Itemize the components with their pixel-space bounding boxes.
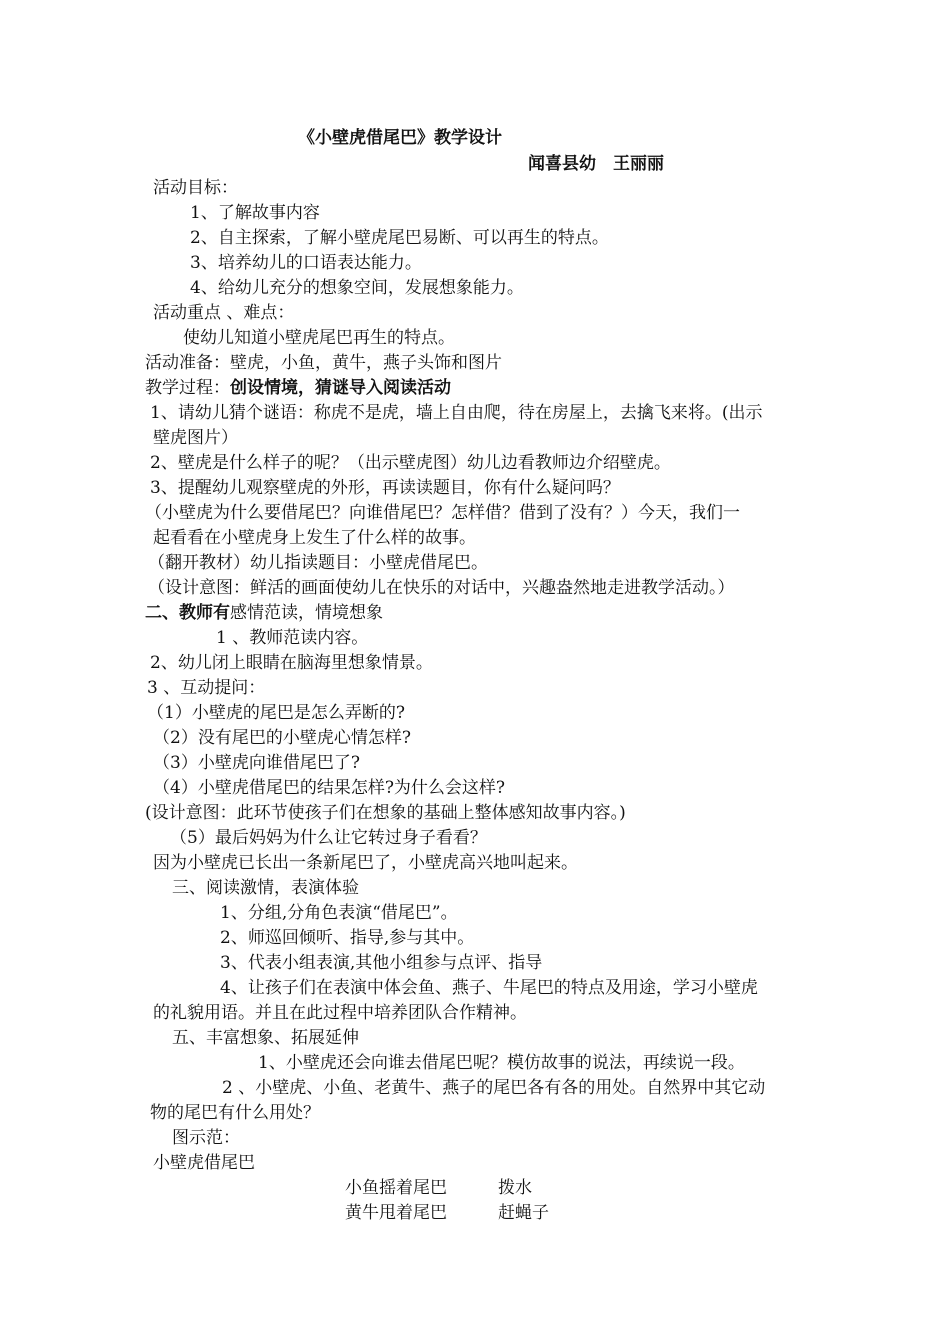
- paragraph-line: （小壁虎为什么要借尾巴？向谁借尾巴？怎样借？借到了没有？）今天，我们一: [145, 503, 740, 523]
- list-item: （4）小壁虎借尾巴的结果怎样?为什么会这样?: [153, 778, 506, 798]
- diagram-row-left: 小鱼摇着尾巴: [345, 1178, 447, 1198]
- author-line: 闻喜县幼 王丽丽: [528, 154, 664, 174]
- design-intent: （设计意图：鲜活的画面使幼儿在快乐的对话中，兴趣盎然地走进教学活动。）: [148, 578, 735, 598]
- list-item: （1）小壁虎的尾巴是怎么弄断的?: [147, 703, 405, 723]
- section-heading: [145, 601, 383, 625]
- list-item: 的礼貌用语。并且在此过程中培养团队合作精神。: [153, 1003, 527, 1023]
- list-item: 物的尾巴有什么用处？: [150, 1103, 320, 1123]
- process-title: 创设情境，猜谜导入阅读活动: [230, 378, 451, 398]
- diagram-row-right: 赶蝇子: [498, 1203, 549, 1223]
- list-item: （3）小壁虎向谁借尾巴了?: [153, 753, 360, 773]
- list-item: 1 、教师范读内容。: [216, 628, 369, 648]
- key-text: 使幼儿知道小壁虎尾巴再生的特点。: [183, 328, 455, 348]
- prep-line: 活动准备：壁虎，小鱼，黄牛，燕子头饰和图片: [145, 353, 502, 373]
- list-item: 3、代表小组表演,其他小组参与点评、指导: [220, 953, 543, 973]
- section-heading: 五、丰富想象、拓展延伸: [172, 1028, 359, 1048]
- key-heading: 活动重点 、难点：: [153, 303, 295, 323]
- paragraph-line: 起看看在小壁虎身上发生了什么样的故事。: [153, 528, 476, 548]
- list-item: 4、让孩子们在表演中体会鱼、燕子、牛尾巴的特点及用途，学习小壁虎: [220, 978, 758, 998]
- list-item: 2、幼儿闭上眼睛在脑海里想象情景。: [150, 653, 433, 673]
- design-intent: (设计意图：此环节使孩子们在想象的基础上整体感知故事内容。): [145, 803, 626, 823]
- list-item: （5）最后妈妈为什么让它转过身子看看？: [170, 828, 487, 848]
- paragraph-line: 1、请幼儿猜个谜语：称虎不是虎，墙上自由爬，待在房屋上，去擒飞来将。(出示: [150, 403, 763, 423]
- goal-item: 1、了解故事内容: [190, 203, 320, 223]
- paragraph-line: 2、壁虎是什么样子的呢？（出示壁虎图）幼儿边看教师边介绍壁虎。: [150, 453, 671, 473]
- list-item: 1、小壁虎还会向谁去借尾巴呢？模仿故事的说法，再续说一段。: [258, 1053, 745, 1073]
- list-item: （2）没有尾巴的小壁虎心情怎样?: [153, 728, 411, 748]
- process-prefix: 教学过程：: [145, 378, 230, 398]
- list-item: 1、分组,分角色表演“借尾巴”。: [220, 903, 458, 923]
- paragraph-line: 3、提醒幼儿观察壁虎的外形，再读读题目，你有什么疑问吗？: [150, 478, 620, 498]
- goal-item: 2、自主探索，了解小壁虎尾巴易断、可以再生的特点。: [190, 228, 609, 248]
- diagram-heading: 图示范：: [172, 1128, 240, 1148]
- list-item: 2 、小壁虎、小鱼、老黄牛、燕子的尾巴各有各的用处。自然界中其它动: [222, 1078, 766, 1098]
- paragraph-line: 壁虎图片）: [153, 428, 238, 448]
- paragraph-line: （翻开教材）幼儿指读题目：小壁虎借尾巴。: [148, 553, 488, 573]
- diagram-row-left: 黄牛甩着尾巴: [345, 1203, 447, 1223]
- section-heading: 三、阅读激情，表演体验: [172, 878, 359, 898]
- section-heading-bold: 二、教师有: [145, 603, 230, 623]
- process-line: [145, 376, 451, 400]
- document-title: 《小壁虎借尾巴》教学设计: [298, 128, 502, 148]
- diagram-title: 小壁虎借尾巴: [153, 1153, 255, 1173]
- list-item: 2、师巡回倾听、指导,参与其中。: [220, 928, 475, 948]
- list-item: 因为小壁虎已长出一条新尾巴了，小壁虎高兴地叫起来。: [153, 853, 578, 873]
- goal-item: 4、给幼儿充分的想象空间，发展想象能力。: [190, 278, 524, 298]
- diagram-row-right: 拨水: [498, 1178, 532, 1198]
- goals-heading: 活动目标：: [153, 178, 238, 198]
- section-heading-rest: 感情范读，情境想象: [230, 603, 383, 623]
- goal-item: 3、培养幼儿的口语表达能力。: [190, 253, 422, 273]
- list-item: 3 、互动提问：: [147, 678, 266, 698]
